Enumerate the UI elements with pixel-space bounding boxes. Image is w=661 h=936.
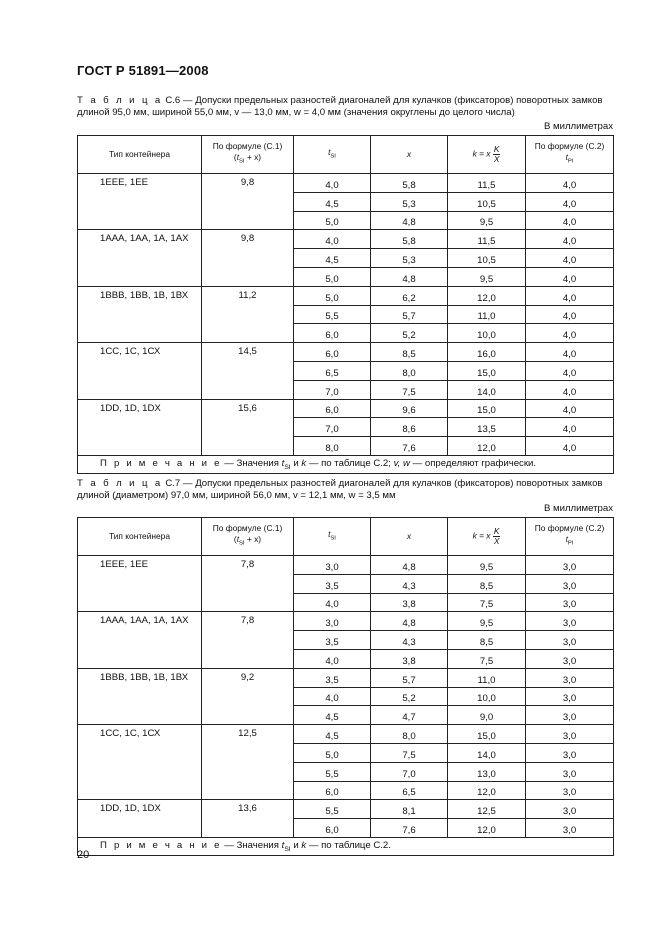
container-type-cell: 1DD, 1D, 1DX <box>78 800 202 838</box>
tpi-cell: 4,0 <box>526 324 614 343</box>
note-var: v, w <box>393 458 410 469</box>
tsi-cell: 6,0 <box>294 343 371 362</box>
formula-c1-cell: 11,2 <box>202 286 294 342</box>
table-row <box>78 343 614 362</box>
tsi-cell: 5,5 <box>294 762 371 781</box>
k-cell: 12,0 <box>448 286 526 305</box>
tpi-cell: 3,0 <box>526 743 614 762</box>
formula-c1-cell: 15,6 <box>202 399 294 455</box>
k-cell: 9,5 <box>448 267 526 286</box>
header-row <box>78 136 614 174</box>
note-part: и <box>290 840 302 851</box>
tpi-cell: 4,0 <box>526 361 614 380</box>
formula-c1-cell: 9,8 <box>202 174 294 230</box>
note-part: — определяют графически. <box>409 458 537 469</box>
frac-denominator: X <box>493 536 500 546</box>
tpi-cell: 4,0 <box>526 211 614 230</box>
tpi-cell: 3,0 <box>526 574 614 593</box>
x-cell: 9,6 <box>371 399 448 418</box>
tpi-cell: 3,0 <box>526 556 614 575</box>
formula-c1-cell: 7,8 <box>202 556 294 612</box>
x-cell: 7,6 <box>371 437 448 456</box>
header-sub: SI <box>239 158 245 165</box>
x-cell: 5,2 <box>371 687 448 706</box>
table-note <box>78 837 614 855</box>
tsi-cell: 3,5 <box>294 574 371 593</box>
header-sub: SI <box>239 540 245 547</box>
x-cell: 3,8 <box>371 649 448 668</box>
x-cell: 8,0 <box>371 725 448 744</box>
k-cell: 8,5 <box>448 574 526 593</box>
tpi-cell: 4,0 <box>526 305 614 324</box>
frac-numerator: K <box>493 144 500 154</box>
x-cell: 7,5 <box>371 380 448 399</box>
header-rest: + x) <box>244 152 262 163</box>
table-row <box>78 230 614 249</box>
k-cell: 10,5 <box>448 192 526 211</box>
tpi-cell: 4,0 <box>526 267 614 286</box>
x-cell: 4,8 <box>371 556 448 575</box>
x-cell: 6,5 <box>371 781 448 800</box>
note-row <box>78 455 614 473</box>
document-id: ГОСТ Р 51891—2008 <box>77 63 209 78</box>
tpi-cell: 4,0 <box>526 286 614 305</box>
k-cell: 11,5 <box>448 230 526 249</box>
note-var: t <box>281 840 285 851</box>
tpi-cell: 3,0 <box>526 725 614 744</box>
tsi-cell: 4,0 <box>294 687 371 706</box>
tpi-cell: 3,0 <box>526 762 614 781</box>
caption-text: С.6 — Допуски предельных разностей диагоналей для кулачков (фиксаторов) поворотных замков длиной 95,0 мм, шириной 55,0 мм, v — 13,0 мм, w = 4,0 мм (значения округлены до целого числа) <box>77 95 603 118</box>
tsi-cell: 4,5 <box>294 249 371 268</box>
container-type-cell: 1ВВВ, 1ВВ, 1В, 1ВХ <box>78 668 202 724</box>
tpi-cell: 3,0 <box>526 668 614 687</box>
x-cell: 7,6 <box>371 819 448 838</box>
table-row <box>78 800 614 819</box>
container-type-cell: 1ААА, 1АА, 1А, 1АХ <box>78 230 202 286</box>
table-c7-caption <box>77 478 613 502</box>
k-cell: 13,0 <box>448 762 526 781</box>
x-cell: 5,3 <box>371 249 448 268</box>
header-label: По формуле (С.2) <box>534 523 605 534</box>
header-var: x <box>406 149 412 159</box>
container-type-cell: 1ЕЕЕ, 1ЕЕ <box>78 556 202 612</box>
table-row <box>78 286 614 305</box>
k-cell: 9,0 <box>448 706 526 725</box>
header-x <box>371 518 448 556</box>
header-row <box>78 518 614 556</box>
header-var: t <box>565 152 568 163</box>
header-sub: PI <box>567 158 574 165</box>
tpi-cell: 3,0 <box>526 687 614 706</box>
x-cell: 5,7 <box>371 668 448 687</box>
tpi-cell: 3,0 <box>526 612 614 631</box>
header-var: t <box>236 152 240 163</box>
k-fraction <box>493 527 501 546</box>
header-var: x <box>406 531 412 541</box>
note-row <box>78 837 614 855</box>
frac-numerator: K <box>493 526 500 536</box>
tsi-cell: 5,0 <box>294 286 371 305</box>
tpi-cell: 4,0 <box>526 230 614 249</box>
header-k-lhs: k = x <box>472 148 491 159</box>
k-cell: 12,0 <box>448 819 526 838</box>
x-cell: 4,3 <box>371 631 448 650</box>
x-cell: 8,1 <box>371 800 448 819</box>
k-cell: 16,0 <box>448 343 526 362</box>
note-part: и <box>290 458 302 469</box>
k-cell: 9,5 <box>448 612 526 631</box>
tsi-cell: 3,5 <box>294 668 371 687</box>
header-container-type <box>78 136 202 174</box>
k-cell: 7,5 <box>448 593 526 612</box>
header-rest: + x) <box>244 534 262 545</box>
k-cell: 10,0 <box>448 324 526 343</box>
header-k-lhs: k = x <box>472 530 491 541</box>
k-cell: 11,5 <box>448 174 526 193</box>
tsi-cell: 4,0 <box>294 649 371 668</box>
tsi-cell: 4,0 <box>294 593 371 612</box>
formula-c1-cell: 14,5 <box>202 343 294 399</box>
header-formula-c2 <box>526 518 614 556</box>
note-part: — по таблице С.2. <box>306 840 391 851</box>
x-cell: 8,6 <box>371 418 448 437</box>
table-c6 <box>77 135 614 474</box>
tpi-cell: 4,0 <box>526 399 614 418</box>
tpi-cell: 4,0 <box>526 380 614 399</box>
container-type-cell: 1ВВВ, 1ВВ, 1В, 1ВХ <box>78 286 202 342</box>
k-cell: 10,0 <box>448 687 526 706</box>
container-type-cell: 1ЕЕЕ, 1ЕЕ <box>78 174 202 230</box>
k-fraction <box>493 145 501 164</box>
tsi-cell: 5,5 <box>294 800 371 819</box>
header-formula-c1: По формуле (С.1) $(t_{SI} + x)$ <box>202 136 294 174</box>
tpi-cell: 3,0 <box>526 819 614 838</box>
header-k <box>448 518 526 556</box>
k-cell: 12,5 <box>448 800 526 819</box>
header-sub: SI <box>330 153 336 160</box>
caption-prefix: Т а б л и ц а <box>77 478 163 489</box>
x-cell: 7,5 <box>371 743 448 762</box>
x-cell: 5,8 <box>371 174 448 193</box>
note-part: — Значения <box>221 840 282 851</box>
formula-c1-cell: 9,8 <box>202 230 294 286</box>
x-cell: 6,2 <box>371 286 448 305</box>
tsi-cell: 6,5 <box>294 361 371 380</box>
container-type-cell: 1ААА, 1АА, 1А, 1АХ <box>78 612 202 668</box>
x-cell: 7,0 <box>371 762 448 781</box>
tpi-cell: 4,0 <box>526 437 614 456</box>
k-cell: 10,5 <box>448 249 526 268</box>
formula-c1-cell: 9,2 <box>202 668 294 724</box>
k-cell: 12,0 <box>448 781 526 800</box>
tpi-cell: 3,0 <box>526 631 614 650</box>
header-label: По формуле (С.2) <box>534 141 605 152</box>
k-cell: 8,5 <box>448 631 526 650</box>
k-cell: 12,0 <box>448 437 526 456</box>
note-var: k <box>301 458 307 469</box>
header-label: По формуле (С.1) <box>212 141 283 152</box>
tsi-cell: 5,0 <box>294 267 371 286</box>
container-type-cell: 1СС, 1С, 1СХ <box>78 343 202 399</box>
k-cell: 9,5 <box>448 211 526 230</box>
header-var: t <box>565 534 568 545</box>
tsi-cell: 6,0 <box>294 819 371 838</box>
header-tsi <box>294 136 371 174</box>
header-k <box>448 136 526 174</box>
x-cell: 4,8 <box>371 211 448 230</box>
x-cell: 8,5 <box>371 343 448 362</box>
tpi-cell: 3,0 <box>526 649 614 668</box>
table-row <box>78 174 614 193</box>
x-cell: 5,2 <box>371 324 448 343</box>
note-sub: SI <box>284 463 291 471</box>
container-type-cell: 1СС, 1С, 1СХ <box>78 725 202 800</box>
tpi-cell: 3,0 <box>526 800 614 819</box>
k-cell: 15,0 <box>448 361 526 380</box>
table-row <box>78 612 614 631</box>
note-part: — по таблице С.2; <box>306 458 394 469</box>
header-x <box>371 136 448 174</box>
table-row <box>78 668 614 687</box>
table-c7 <box>77 517 614 856</box>
tsi-cell: 4,5 <box>294 725 371 744</box>
x-cell: 3,8 <box>371 593 448 612</box>
caption-text: С.7 — Допуски предельных разностей диагоналей для кулачков (фиксаторов) поворотных замков длиной (диаметром) 97,0 мм, шириной 56,0 мм, v = 12,1 мм, w = 3,5 мм <box>77 478 603 501</box>
k-cell: 9,5 <box>448 556 526 575</box>
tpi-cell: 4,0 <box>526 192 614 211</box>
header-tsi <box>294 518 371 556</box>
tsi-cell: 5,0 <box>294 211 371 230</box>
x-cell: 4,3 <box>371 574 448 593</box>
note-part: — Значения <box>221 458 282 469</box>
tsi-cell: 3,5 <box>294 631 371 650</box>
container-type-cell: 1DD, 1D, 1DX <box>78 399 202 455</box>
header-formula-c2 <box>526 136 614 174</box>
header-var: t <box>328 146 331 157</box>
tsi-cell: 3,0 <box>294 556 371 575</box>
tsi-cell: 4,0 <box>294 230 371 249</box>
header-label: По формуле (С.1) <box>212 523 283 534</box>
header-sub: SI <box>330 535 336 542</box>
tpi-cell: 3,0 <box>526 781 614 800</box>
header-label: Тип контейнера <box>108 531 170 541</box>
table-c7-units: В миллиметрах <box>543 503 613 514</box>
tpi-cell: 4,0 <box>526 249 614 268</box>
tpi-cell: 4,0 <box>526 343 614 362</box>
tsi-cell: 5,0 <box>294 743 371 762</box>
tpi-cell: 4,0 <box>526 418 614 437</box>
header-container-type <box>78 518 202 556</box>
formula-c1-cell: 13,6 <box>202 800 294 838</box>
tsi-cell: 6,0 <box>294 399 371 418</box>
tsi-cell: 7,0 <box>294 380 371 399</box>
x-cell: 4,7 <box>371 706 448 725</box>
header-label: Тип контейнера <box>108 149 170 159</box>
k-cell: 11,0 <box>448 668 526 687</box>
formula-c1-cell: 12,5 <box>202 725 294 800</box>
k-cell: 15,0 <box>448 399 526 418</box>
k-cell: 7,5 <box>448 649 526 668</box>
k-cell: 14,0 <box>448 380 526 399</box>
note-var: k <box>301 840 307 851</box>
table-note <box>78 455 614 473</box>
header-sub: PI <box>567 540 574 547</box>
table-row <box>78 725 614 744</box>
caption-prefix: Т а б л и ц а <box>77 95 163 106</box>
tsi-cell: 8,0 <box>294 437 371 456</box>
page-number: 20 <box>77 849 90 861</box>
table-c6-units: В миллиметрах <box>543 121 613 132</box>
k-cell: 14,0 <box>448 743 526 762</box>
k-cell: 11,0 <box>448 305 526 324</box>
x-cell: 5,8 <box>371 230 448 249</box>
k-cell: 15,0 <box>448 725 526 744</box>
header-var: t <box>236 534 240 545</box>
tsi-cell: 4,5 <box>294 192 371 211</box>
tsi-cell: 4,0 <box>294 174 371 193</box>
x-cell: 8,0 <box>371 361 448 380</box>
note-prefix: П р и м е ч а н и е <box>100 458 222 469</box>
tpi-cell: 3,0 <box>526 593 614 612</box>
table-c6-caption <box>77 95 613 119</box>
header-var: t <box>328 528 331 539</box>
tsi-cell: 4,5 <box>294 706 371 725</box>
note-prefix: П р и м е ч а н и е <box>100 840 222 851</box>
k-cell: 13,5 <box>448 418 526 437</box>
table-row <box>78 556 614 575</box>
tsi-cell: 6,0 <box>294 781 371 800</box>
tpi-cell: 4,0 <box>526 174 614 193</box>
note-sub: SI <box>284 845 291 853</box>
x-cell: 4,8 <box>371 267 448 286</box>
tsi-cell: 5,5 <box>294 305 371 324</box>
x-cell: 4,8 <box>371 612 448 631</box>
tsi-cell: 3,0 <box>294 612 371 631</box>
tsi-cell: 6,0 <box>294 324 371 343</box>
note-var: t <box>281 458 285 469</box>
header-formula-c1: По формуле (С.1) $(t_{SI} + x)$ <box>202 518 294 556</box>
table-row <box>78 399 614 418</box>
x-cell: 5,3 <box>371 192 448 211</box>
tpi-cell: 3,0 <box>526 706 614 725</box>
tsi-cell: 7,0 <box>294 418 371 437</box>
frac-denominator: X <box>493 154 500 164</box>
formula-c1-cell: 7,8 <box>202 612 294 668</box>
x-cell: 5,7 <box>371 305 448 324</box>
